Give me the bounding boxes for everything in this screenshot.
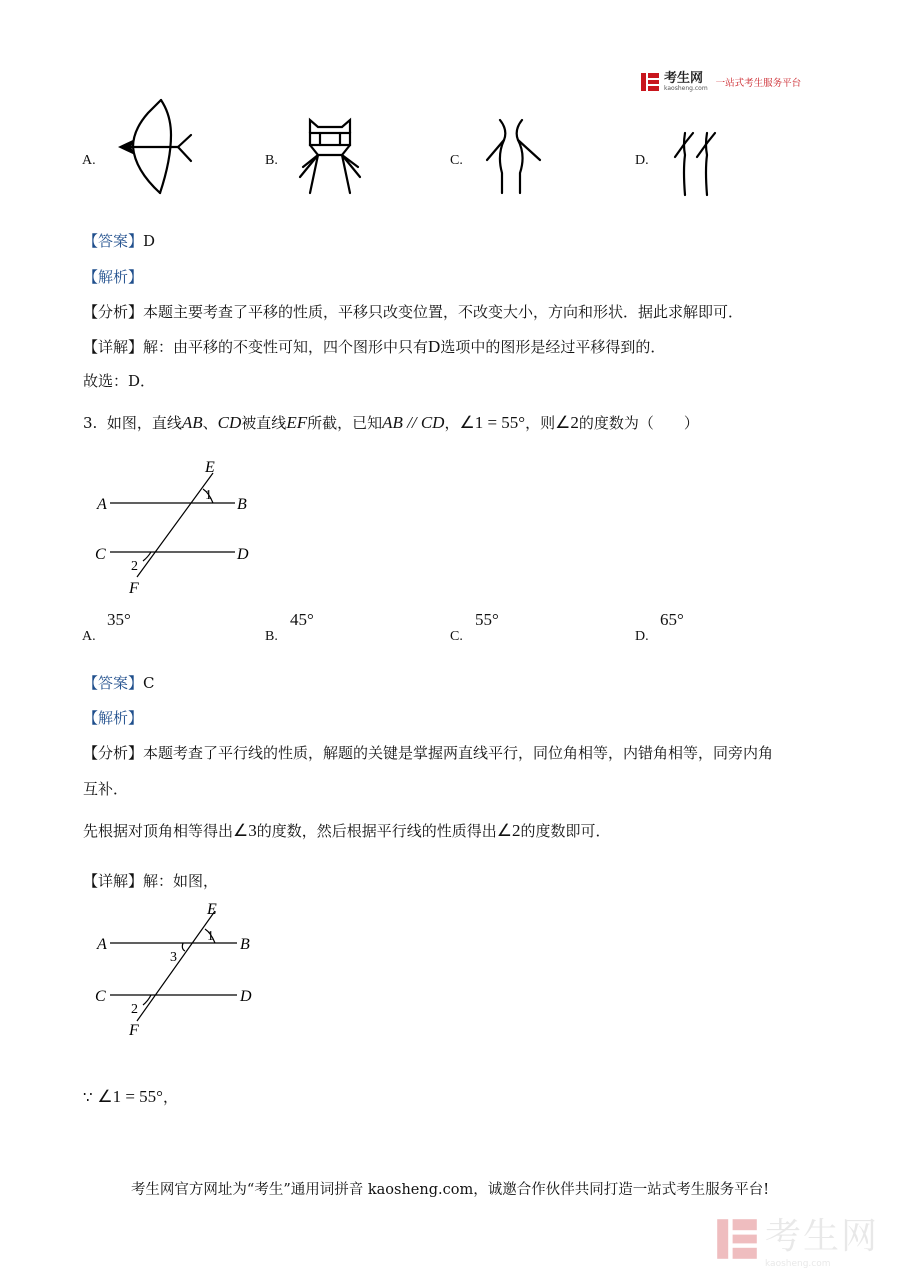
watermark-sub: kaosheng.com xyxy=(765,1259,831,1269)
q3-option-d-letter: D. xyxy=(635,629,649,644)
q3-analysis-line-2: 互补． xyxy=(83,780,129,798)
q3-solution-figure xyxy=(85,895,285,1045)
q3-option-c-value: 55° xyxy=(475,610,499,629)
angle-1-label: 1 xyxy=(205,488,212,503)
angle-2-label: 2 xyxy=(131,1002,138,1017)
q3-detail-line: 【详解】解：如图， xyxy=(83,872,219,890)
label-e: E xyxy=(207,901,217,918)
header-logo xyxy=(640,70,801,94)
q2-option-b-label: B. xyxy=(265,153,278,168)
label-d: D xyxy=(237,546,249,563)
q3-option-a-value: 35° xyxy=(107,610,131,629)
q2-option-c-label: C. xyxy=(450,153,463,168)
q3-method-line: 先根据对顶角相等得出∠3的度数，然后根据平行线的性质得出∠2的度数即可． xyxy=(83,821,611,840)
bow-arrow-figure xyxy=(113,95,198,197)
label-f: F xyxy=(129,580,139,597)
answer-tag: 【答案】 xyxy=(83,674,144,692)
logo-sub: kaosheng.com xyxy=(664,84,708,92)
footer-text: 考生网官方网址为“考生”通用词拼音 kaosheng.com，诚邀合作伙伴共同打造一站式考生服务平台! xyxy=(130,1182,770,1198)
crown-figure xyxy=(298,115,363,195)
q3-because-line: ∵ ∠1 = 55°， xyxy=(83,1087,178,1106)
header-slogan: 一站式考生服务平台 xyxy=(715,78,802,89)
label-a: A xyxy=(97,936,107,953)
q2-conclusion: 故选：D． xyxy=(83,372,156,390)
angle-2-label: 2 xyxy=(131,559,138,574)
q3-option-b-letter: B. xyxy=(265,629,278,644)
answer-tag: 【答案】 xyxy=(83,232,144,250)
label-e: E xyxy=(205,459,215,476)
q3-option-a-letter: A. xyxy=(82,629,96,644)
q2-answer: D xyxy=(143,232,156,250)
q2-detail-line: 【详解】解：由平移的不变性可知，四个图形中只有D选项中的图形是经过平移得到的． xyxy=(83,337,666,356)
analysis-label: 【分析】 xyxy=(83,744,144,762)
q2-detail-option: D xyxy=(428,337,441,356)
translated-curves-figure xyxy=(665,125,725,197)
q3-option-b-value: 45° xyxy=(290,610,314,629)
logo-text xyxy=(664,70,708,92)
analysis-label: 【分析】 xyxy=(83,303,144,321)
q3-answer: C xyxy=(143,674,155,692)
because-symbol: ∵ xyxy=(83,1088,93,1106)
label-d: D xyxy=(240,988,252,1005)
q3-answer-line xyxy=(83,672,155,693)
q3-option-d-value: 65° xyxy=(660,610,684,629)
label-c: C xyxy=(95,988,106,1005)
q3-number: 3. xyxy=(83,414,98,432)
q3-analysis-tag: 【解析】 xyxy=(83,709,144,727)
q2-analysis-tag: 【解析】 xyxy=(83,268,144,286)
label-c: C xyxy=(95,546,106,563)
label-f: F xyxy=(129,1022,139,1039)
kaosheng-logo-icon xyxy=(640,72,660,92)
q2-option-d-label: D. xyxy=(635,153,649,168)
q3-analysis-line-1: 【分析】本题考查了平行线的性质，解题的关键是掌握两直线平行，同位角相等，内错角相等，同旁内角 xyxy=(83,744,774,762)
angle-1-label: 1 xyxy=(207,929,214,944)
detail-label: 【详解】 xyxy=(83,872,144,890)
q3-stem: 3. 如图，直线AB、CD被直线EF所截，已知AB // CD，∠1 = 55°，则∠2的度数为（ ） xyxy=(83,413,699,432)
wavy-lines-figure xyxy=(482,115,547,197)
label-a: A xyxy=(97,496,107,513)
kaosheng-watermark xyxy=(715,1208,879,1269)
watermark-text: 考生网 xyxy=(765,1216,880,1257)
watermark-logo-icon xyxy=(715,1216,759,1262)
label-b: B xyxy=(237,496,247,513)
q2-analysis-text: 本题主要考查了平移的性质，平移只改变位置，不改变大小，方向和形状．据此求解即可． xyxy=(143,303,744,321)
q2-option-a-label: A. xyxy=(82,153,96,168)
q3-option-c-letter: C. xyxy=(450,629,463,644)
angle-3-label: 3 xyxy=(170,950,177,965)
q2-answer-line xyxy=(83,230,155,251)
q3-options xyxy=(82,610,882,644)
logo-name: 考生网 xyxy=(664,70,704,86)
q2-analysis-line xyxy=(83,301,743,322)
detail-label: 【详解】 xyxy=(83,338,144,356)
q3-parallel-lines-figure xyxy=(85,455,285,600)
label-b: B xyxy=(240,936,250,953)
